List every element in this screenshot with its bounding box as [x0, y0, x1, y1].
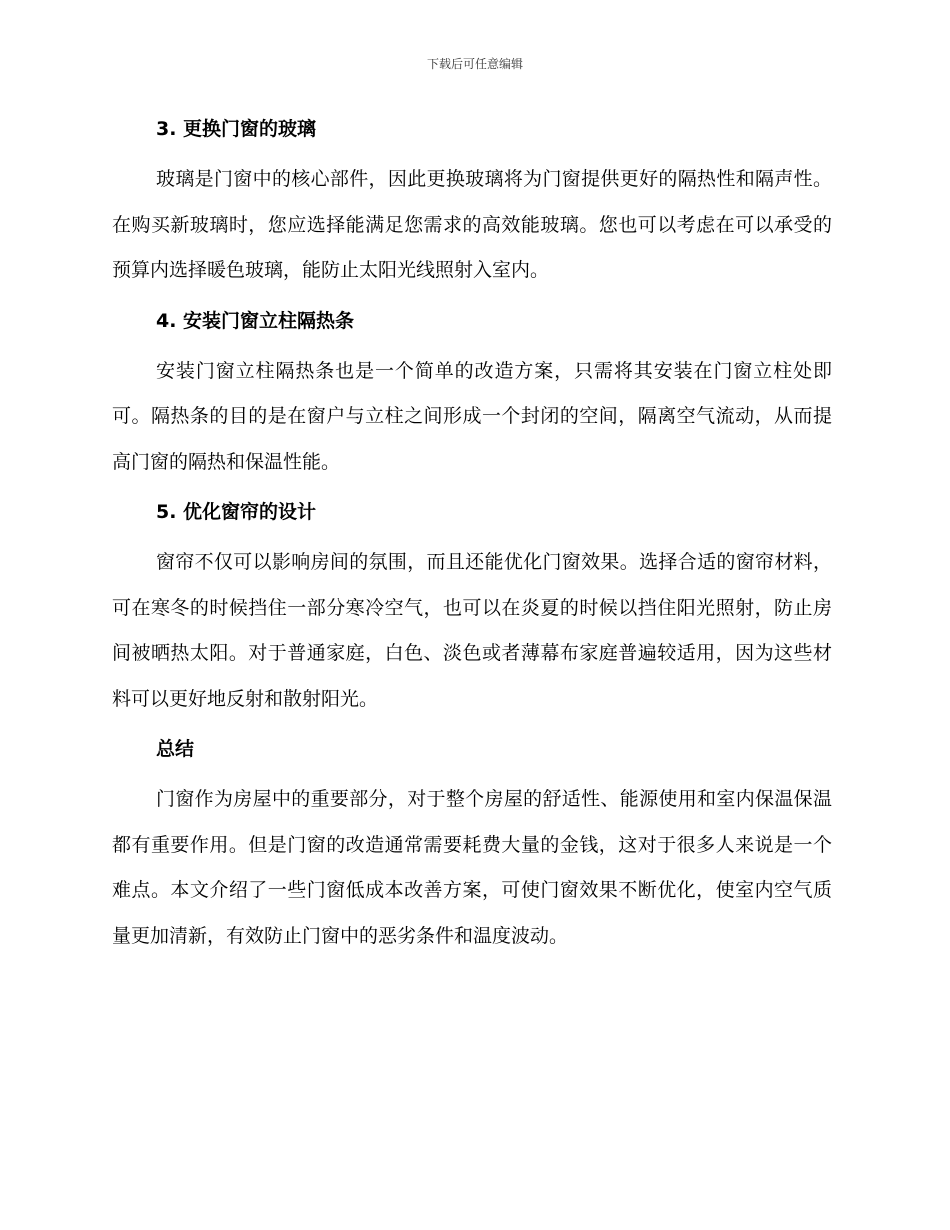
document-body: [112, 113, 832, 959]
section-heading-summary: 总结: [156, 738, 195, 760]
section-heading-curtain: 5. 优化窗帘的设计: [156, 501, 317, 523]
header-note: 下载后可任意编辑: [426, 57, 523, 71]
section-paragraph-insulation-strip: 安装门窗立柱隔热条也是一个简单的改造方案，只需将其安装在门窗立柱处即可。隔热条的目的是在窗户与立柱之间形成一个封闭的空间，隔离空气流动，从而提高门窗的隔热和保温性能。: [112, 359, 832, 473]
section-paragraph-summary: 门窗作为房屋中的重要部分，对于整个房屋的舒适性、能源使用和室内保温保温都有重要作用。但是门窗的改造通常需要耗费大量的金钱，这对于很多人来说是一个难点。本文介绍了一些门窗低成本改善方案，可使门窗效果不断优化，使室内空气质量更加清新，有效防止门窗中的恶劣条件和温度波动。: [112, 788, 832, 947]
section-paragraph-curtain: 窗帘不仅可以影响房间的氛围，而且还能优化门窗效果。选择合适的窗帘材料，可在寒冬的时候挡住一部分寒冷空气，也可以在炎夏的时候以挡住阳光照射，防止房间被晒热太阳。对于普通家庭，白色、淡色或者薄幕布家庭普遍较适用，因为这些材料可以更好地反射和散射阳光。: [112, 551, 832, 710]
section-heading-glass: 3. 更换门窗的玻璃: [156, 118, 317, 140]
section-heading-insulation-strip: 4. 安装门窗立柱隔热条: [156, 309, 355, 332]
section-paragraph-glass: 玻璃是门窗中的核心部件，因此更换玻璃将为门窗提供更好的隔热性和隔声性。在购买新玻璃时，您应选择能满足您需求的高效能玻璃。您也可以考虑在可以承受的预算内选择暖色玻璃，能防止太阳光线照射入室内。: [112, 168, 832, 281]
